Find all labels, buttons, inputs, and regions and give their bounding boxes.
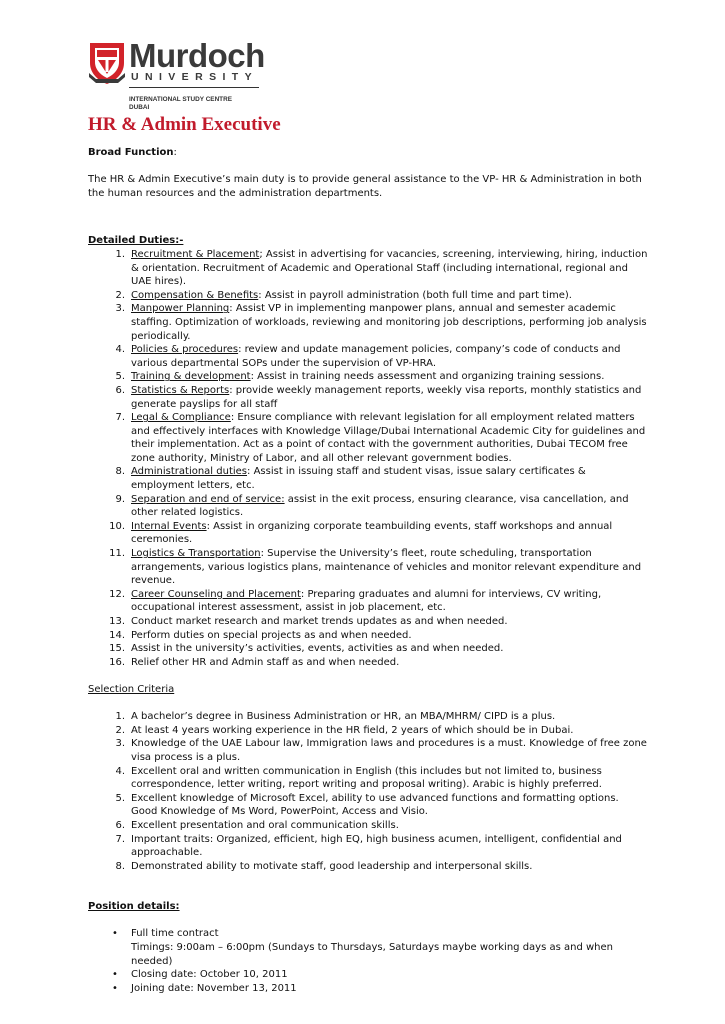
duty-separator: : — [258, 289, 262, 301]
duty-text: Preparing graduates and alumni for interviews, CV writing, occupational interest assessment, assist in job placement, etc. — [131, 588, 602, 614]
duty-separator: : — [300, 588, 305, 600]
list-item — [88, 520, 648, 547]
duty-title: Policies & procedures — [131, 344, 239, 356]
duty-text: Assist in advertising for vacancies, screening, interviewing, hiring, induction & orientation. Recruitment of Academic and Operational Staff (including international, regional and UAE hires). — [131, 248, 648, 288]
item-number: 6. — [115, 819, 125, 831]
duty-separator: : — [238, 344, 242, 356]
centre-line1: INTERNATIONAL STUDY CENTRE — [129, 96, 232, 103]
duty-title: Recruitment & Placement — [131, 248, 260, 260]
duty-text: Conduct market research and market trends updates as and when needed. — [131, 616, 508, 627]
list-item — [88, 384, 648, 411]
criteria-text: At least 4 years working experience in the HR field, 2 years of which should be in Dubai. — [131, 724, 574, 736]
duty-separator: : — [229, 384, 233, 396]
centre-line2: DUBAI — [129, 103, 150, 111]
duty-separator: : — [230, 412, 235, 424]
item-number: 1. — [115, 248, 125, 260]
criteria-text: Important traits: Organized, efficient, high EQ, high business acumen, intelligent, confidential and approachable. — [131, 833, 622, 859]
item-number: 9. — [115, 493, 125, 505]
list-item — [88, 547, 648, 588]
document-body — [88, 146, 648, 995]
list-item — [88, 343, 648, 370]
duty-text: Assist in payroll administration (both full time and part time). — [261, 289, 572, 301]
item-number: 7. — [115, 412, 125, 424]
duty-title: Internal Events — [131, 520, 207, 532]
duty-separator: ; — [259, 248, 263, 260]
broad-function-heading — [88, 146, 648, 160]
list-item — [88, 656, 648, 670]
study-centre-label — [129, 96, 269, 111]
list-item — [88, 588, 648, 615]
bullet: • — [112, 969, 118, 981]
item-number: 3. — [115, 303, 125, 315]
duty-separator: : — [206, 520, 210, 532]
duty-title: Administrational duties — [131, 466, 248, 478]
duty-text: Perform duties on special projects as and when needed. — [131, 629, 412, 641]
duty-text: Assist in organizing corporate teambuilding events, staff workshops and annual ceremonies. — [131, 520, 613, 546]
duty-text: Assist VP in implementing manpower plans, annual and semester academic staffing. Optimization of workloads, reviewing and monitoring job descriptions, performing job analysis periodically. — [131, 303, 647, 342]
item-number: 2. — [115, 289, 125, 301]
list-item — [88, 465, 648, 492]
list-item — [88, 629, 648, 643]
item-number: 8. — [115, 466, 125, 478]
position-details-list — [88, 927, 648, 995]
list-item — [88, 248, 648, 289]
broad-function-label: Broad Function — [88, 147, 174, 158]
logo-name: Murdoch — [129, 37, 265, 74]
item-number: 4. — [115, 344, 125, 356]
detailed-duties-list — [88, 248, 648, 669]
item-number: 13. — [109, 616, 125, 627]
duty-text: assist in the exit process, ensuring clearance, visa cancellation, and other related logistics. — [131, 493, 629, 519]
criteria-text: Excellent oral and written communication in English (this includes but not limited to, business correspondence, letter writing, report writing and proposal writing). Arabic is highly preferred. — [131, 765, 602, 791]
logo-subtitle: UNIVERSITY — [131, 71, 259, 83]
duty-separator: : — [260, 548, 264, 560]
logo-divider — [129, 87, 259, 88]
duty-title: Statistics & Reports — [131, 384, 230, 396]
item-number: 4. — [115, 765, 125, 777]
list-item — [88, 411, 648, 465]
duty-text: Assist in the university’s activities, events, activities as and when needed. — [131, 643, 504, 655]
item-number: 5. — [115, 371, 125, 383]
duty-text: Relief other HR and Admin staff as and when needed. — [131, 656, 400, 668]
item-number: 1. — [115, 711, 125, 723]
item-number: 3. — [115, 738, 125, 750]
item-number: 2. — [115, 724, 125, 736]
item-number: 10. — [109, 520, 125, 532]
list-item — [88, 737, 648, 764]
duty-text: Supervise the University’s fleet, route scheduling, transportation arrangements, various logistics plans, maintenance of vehicles and monitor relevant expenditure and revenue. — [131, 548, 642, 587]
list-item — [88, 765, 648, 792]
list-item — [88, 710, 648, 724]
list-item — [88, 289, 648, 303]
crest-icon — [88, 41, 126, 85]
item-number: 8. — [115, 860, 125, 872]
list-item — [88, 642, 648, 656]
detailed-duties-heading: Detailed Duties:- — [88, 235, 184, 247]
position-details-heading: Position details: — [88, 901, 180, 913]
list-item — [88, 370, 648, 384]
broad-function-colon: : — [173, 147, 177, 158]
list-item — [88, 968, 648, 982]
selection-criteria-list — [88, 710, 648, 873]
duty-title: Manpower Planning — [131, 303, 230, 315]
duty-text: Assist in training needs assessment and organizing training sessions. — [253, 371, 605, 383]
duty-text: Ensure compliance with relevant legislation for all employment related matters and effectively interfaces with Knowledge Village/Dubai International Academic City for guidelines and their implementation. Act as a point of contact with the government authorities, Dubai TECOM free zone authority, Ministry of Labor, and all other relevant government bodies. — [131, 412, 646, 464]
duty-title: Legal & Compliance — [131, 412, 231, 424]
duty-text: review and update management policies, company’s code of conducts and various departmental SOPs under the supervision of VP-HRA. — [131, 344, 621, 369]
item-number: 5. — [115, 792, 125, 804]
list-item — [88, 819, 648, 833]
duty-text: Assist in issuing staff and student visas, issue salary certificates & employment letters, etc. — [131, 466, 586, 492]
criteria-text: Knowledge of the UAE Labour law, Immigration laws and procedures is a must. Knowledge of free zone visa process is a plus. — [131, 738, 647, 763]
duty-separator: : — [247, 466, 251, 478]
duty-title: Compensation & Benefits — [131, 289, 259, 301]
joining-date: Joining date: November 13, 2011 — [131, 982, 297, 994]
bullet: • — [112, 982, 118, 994]
working-timings: Timings: 9:00am – 6:00pm (Sundays to Thursdays, Saturdays maybe working days as and when needed) — [131, 942, 613, 967]
item-number: 11. — [109, 548, 125, 560]
list-item — [88, 302, 648, 343]
murdoch-logo — [88, 38, 268, 118]
duty-title: Career Counseling and Placement — [131, 588, 301, 600]
selection-criteria-heading: Selection Criteria — [88, 683, 175, 695]
item-number: 12. — [109, 588, 125, 600]
duty-title: Logistics & Transportation — [131, 548, 261, 560]
criteria-text: Demonstrated ability to motivate staff, good leadership and interpersonal skills. — [131, 860, 533, 872]
item-number: 15. — [109, 643, 125, 655]
list-item — [88, 982, 648, 996]
list-item — [88, 615, 648, 629]
closing-date: Closing date: October 10, 2011 — [131, 969, 288, 981]
duty-title: Training & development — [131, 371, 251, 383]
duty-separator: : — [229, 303, 233, 315]
list-item — [88, 724, 648, 738]
criteria-text: A bachelor’s degree in Business Administration or HR, an MBA/MHRM/ CIPD is a plus. — [131, 711, 556, 723]
list-item — [88, 927, 648, 968]
broad-function-text: The HR & Admin Executive’s main duty is to provide general assistance to the VP- HR & Administration in both the human resources and the administration departments. — [88, 174, 642, 199]
duty-title: Separation and end of service: — [131, 493, 285, 505]
criteria-text: Excellent presentation and oral communication skills. — [131, 819, 399, 831]
item-number: 6. — [115, 384, 125, 396]
bullet: • — [112, 928, 118, 940]
list-item — [88, 493, 648, 520]
duty-text: provide weekly management reports, weekly visa reports, monthly statistics and generate payslips for all staff — [131, 384, 642, 410]
item-number: 7. — [115, 833, 125, 845]
item-number: 14. — [109, 629, 125, 641]
duty-separator: : — [250, 371, 254, 383]
page-title: HR & Admin Executive — [88, 114, 281, 135]
contract-type: Full time contract — [131, 928, 219, 940]
list-item — [88, 792, 648, 819]
item-number: 16. — [109, 656, 125, 668]
criteria-text: Excellent knowledge of Microsoft Excel, ability to use advanced functions and formatting options. Good Knowledge of Ms Word, PowerPoint, Access and Visio. — [131, 792, 619, 818]
list-item — [88, 833, 648, 860]
list-item — [88, 860, 648, 874]
